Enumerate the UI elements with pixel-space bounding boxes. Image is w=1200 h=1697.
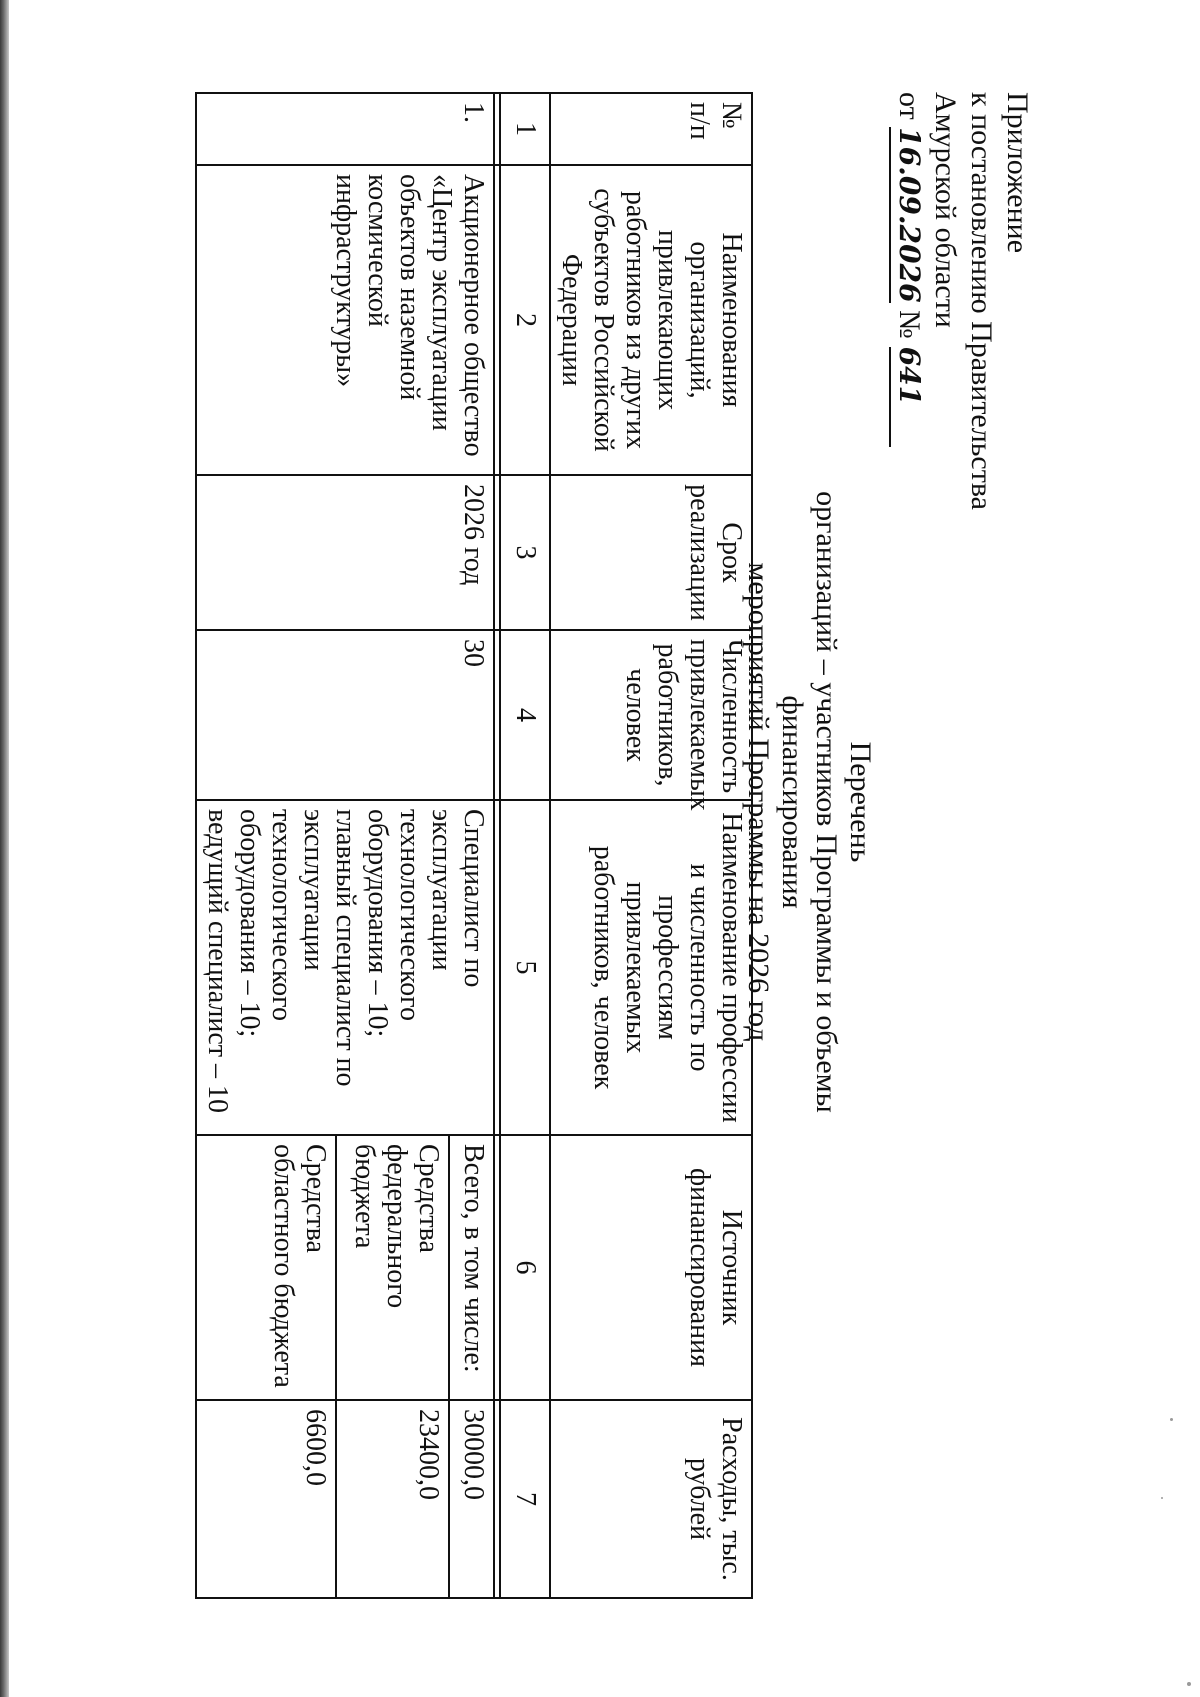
header-organization: Наименования организаций, привлекающих работников из других субъектов Российской Федерации (550, 165, 752, 475)
appendix-date-line (889, 92, 927, 612)
date-prefix: от (893, 92, 926, 120)
participants-table (195, 92, 753, 1599)
column-number: 7 (500, 1400, 550, 1598)
row-workers: 30 (196, 630, 494, 800)
funding-amount-regional: 6600,0 (196, 1400, 336, 1598)
scan-speck (1170, 1418, 1173, 1421)
column-number: 5 (500, 800, 550, 1135)
scan-edge-shadow (0, 0, 9, 1697)
scan-speck (1187, 1682, 1191, 1686)
scan-speck (1161, 1497, 1163, 1499)
column-number: 3 (500, 475, 550, 630)
funding-amount-federal: 23400,0 (336, 1400, 449, 1598)
column-number: 2 (500, 165, 550, 475)
rotated-document-sheet (50, 92, 1035, 1597)
header-period: Срок реализации (550, 475, 752, 630)
appendix-block (889, 92, 1035, 612)
header-funding-source: Источник финансирования (550, 1135, 752, 1400)
header-workers: Численность привлекаемых работников, человек (550, 630, 752, 800)
header-professions: Наименование профессии и численность по профессиям привлекаемых работников, человек (550, 800, 752, 1135)
funding-amount-total: 30000,0 (449, 1400, 494, 1598)
header-index: № п/п (550, 93, 752, 165)
row-professions: Специалист по эксплуатации технологического оборудования – 10; главный специалист по эксплуатации технологического оборудования – 10; ведущий специалист – 10 (196, 800, 494, 1135)
header-expenses: Расходы, тыс. рублей (550, 1400, 752, 1598)
table-spacer (494, 93, 500, 1598)
funding-source-total: Всего, в том числе: (449, 1135, 494, 1400)
appendix-label: Приложение (1001, 92, 1034, 254)
column-number: 1 (500, 93, 550, 165)
column-number-row (500, 93, 550, 1598)
handwritten-number: 641 (893, 346, 926, 406)
table-row (449, 93, 494, 1598)
table-header-row (550, 93, 752, 1598)
funding-source-federal: Средства федерального бюджета (336, 1135, 449, 1400)
title-heading: Перечень (844, 741, 877, 863)
title-line-1: организаций – участников Программы и объемы финансирования (776, 491, 843, 1113)
row-period: 2026 год (196, 475, 494, 630)
appendix-decree: к постановлению Правительства (965, 92, 998, 510)
document-title (741, 422, 877, 1182)
funding-source-regional: Средства областного бюджета (196, 1135, 336, 1400)
title-line-2: мероприятий Программы на 2026 год (742, 562, 775, 1042)
column-number: 4 (500, 630, 550, 800)
row-index: 1. (196, 93, 494, 165)
handwritten-date: 16.09.2026 (893, 127, 926, 303)
column-number: 6 (500, 1135, 550, 1400)
number-prefix: № (893, 310, 926, 339)
row-organization: Акционерное общество «Центр эксплуатации объектов наземной космической инфраструктуры» (196, 165, 494, 475)
appendix-region: Амурской области (929, 92, 962, 328)
